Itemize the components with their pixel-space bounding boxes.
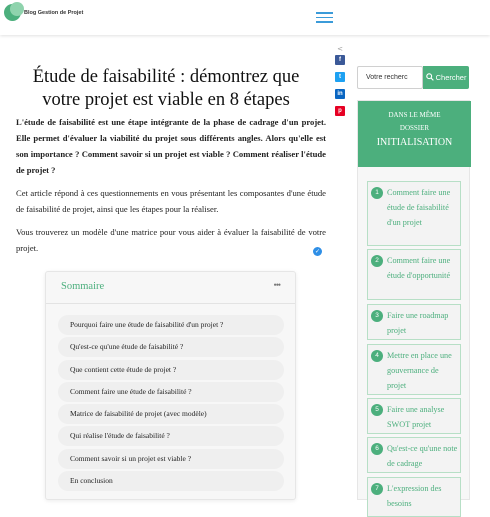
dossier-panel [357,100,470,508]
article-title: Étude de faisabilité : démontrez que votre projet est viable en 8 étapes [32,67,300,110]
dossier-item-label: L'expression des besoins [387,484,442,508]
toc-item[interactable]: Comment savoir si un projet est viable ? [58,449,284,469]
dossier-item[interactable] [367,181,461,246]
dossier-item[interactable] [367,304,461,340]
dossier-item[interactable] [367,249,461,300]
dossier-item[interactable] [367,398,461,434]
toc-list [58,315,284,493]
dossier-item[interactable] [367,437,461,473]
logo-icon [4,4,21,21]
pinterest-icon[interactable]: p [335,106,345,116]
toc-toggle-icon[interactable]: ••• [273,280,280,290]
item-number: 5 [371,404,383,416]
dossier-item-label: Faire une analyse SWOT projet [387,405,445,429]
search-button-label: Chercher [435,73,467,82]
dossier-item-label: Faire une roadmap projet [387,311,449,335]
dossier-item[interactable] [367,344,461,395]
dossier-heading-title: INITIALISATION [376,137,453,148]
share-icon: < [337,45,343,53]
article-paragraph: Cet article répond à ces questionnements en vous présentant les composantes d'une étude de faisabilité de projet, ainsi que les étapes pour la réaliser. [16,188,326,214]
item-number: 1 [371,187,383,199]
share-bar [334,45,346,123]
dossier-heading-line: DOSSIER [399,124,430,132]
toc-title: Sommaire [61,281,105,292]
toc-item[interactable]: En conclusion [58,471,284,491]
search-button[interactable] [423,66,469,89]
site-header [0,0,490,35]
facebook-icon[interactable]: f [335,55,345,65]
dossier-header [358,101,471,167]
dossier-item-label: Comment faire une étude d'opportunité [387,256,451,280]
item-number: 4 [371,350,383,362]
twitter-icon[interactable]: t [335,72,345,82]
linkedin-icon[interactable]: in [335,89,345,99]
toc-item[interactable]: Matrice de faisabilité de projet (avec modèle) [58,404,284,424]
dossier-item-label: Comment faire une étude de faisabilité d'un projet [387,188,451,227]
search-input[interactable] [357,66,423,89]
item-number: 2 [371,255,383,267]
item-number: 3 [371,310,383,322]
dossier-heading-line: DANS LE MÊME [388,111,441,119]
article-paragraph: Vous trouverez un modèle d'une matrice pour vous aider à évaluer la faisabilité de votre projet. [16,227,326,253]
toc-item[interactable]: Pourquoi faire une étude de faisabilité d'un projet ? [58,315,284,335]
search-icon [426,73,434,81]
item-number: 7 [371,483,383,495]
toc-item[interactable]: Comment faire une étude de faisabilité ? [58,382,284,402]
site-logo[interactable] [4,4,83,21]
dossier-item-label: Qu'est-ce qu'une note de cadrage [387,444,458,468]
toc-item[interactable]: Qui réalise l'étude de faisabilité ? [58,426,284,446]
toc-item[interactable]: Que contient cette étude de projet ? [58,360,284,380]
item-number: 6 [371,443,383,455]
dossier-item-label: Mettre en place une gouvernance de projet [387,351,452,390]
hamburger-icon[interactable] [316,12,333,23]
check-icon: ✓ [314,248,321,255]
table-of-contents [45,271,296,500]
toc-item[interactable]: Qu'est-ce qu'une étude de faisabilité ? [58,337,284,357]
logo-text: Blog Gestion de Projet [24,9,84,16]
dossier-item[interactable] [367,477,461,517]
article-intro: L'étude de faisabilité est une étape intégrante de la phase de cadrage d'un projet. Elle permet d'évaluer la viabilité du projet sous différents angles. Alors qu'elle est son importance ? Comment savoir si un projet est viable ? Comment réaliser l'étude de projet ? [16,117,326,175]
toc-header [46,272,295,304]
